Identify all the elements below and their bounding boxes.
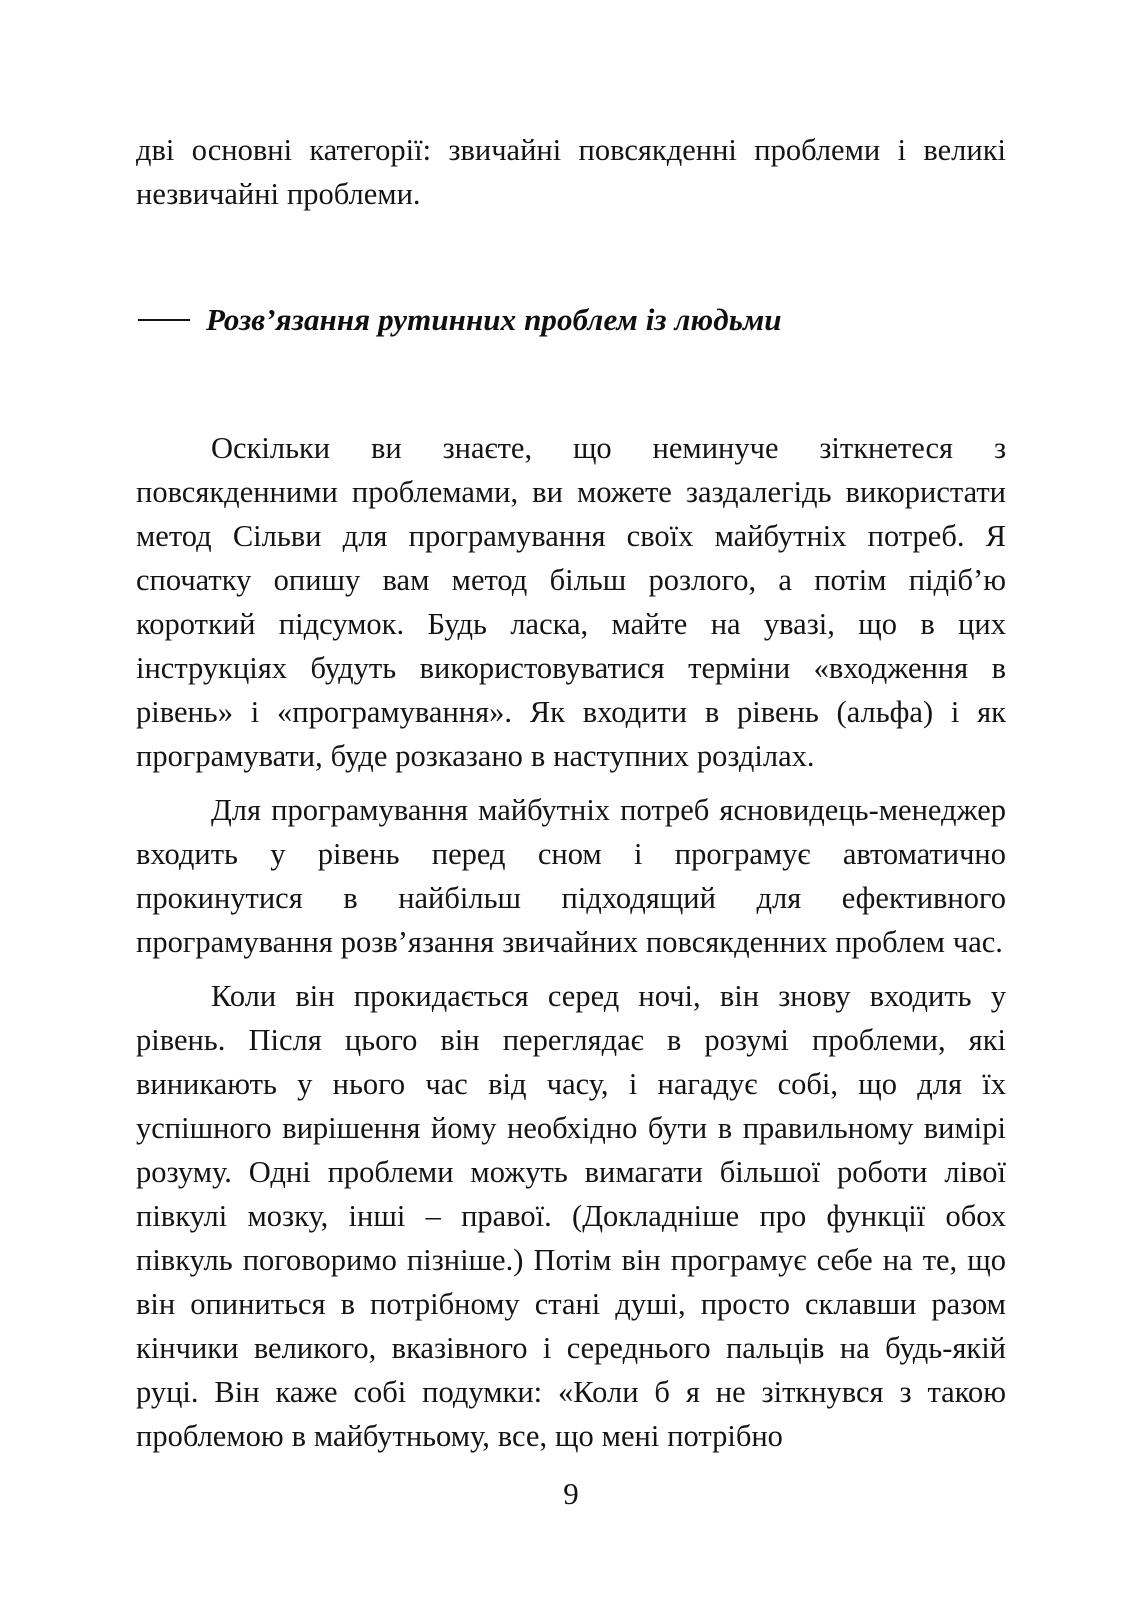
section-heading — [136, 300, 1006, 340]
paragraph-1: Оскільки ви знаєте, що неминуче зіткнетеся з повсякденними проблемами, ви можете заздалегідь використати метод Сільви для програмування своїх майбутніх потреб. Я спочатку опишу вам метод більш розлого, а потім підіб’ю короткий підсумок. Будь ласка, майте на увазі, що в цих інструкціях будуть використовуватися терміни «входження в рівень» і «програмування». Як входити в рівень (альфа) і як програмувати, буде розказано в наступних розділах. — [136, 431, 1006, 773]
continuation-paragraph: дві основні категорії: звичайні повсякденні проблеми і великі незвичайні проблеми. — [136, 133, 1006, 211]
section-heading-title: Розв’язання рутинних проблем із людьми — [206, 302, 782, 337]
paragraph-3: Коли він прокидається серед ночі, він знову входить у рівень. Після цього він переглядає в розумі проблеми, які виникають у нього час від часу, і нагадує собі, що для їх успішного вирішення йому необхідно бути в правильному вимірі розуму. Одні проблеми можуть вимагати більшої роботи лівої півкулі мозку, інші – правої. (Докладніше про функції обох півкуль поговоримо пізніше.) Потім він програмує себе на те, що він опиниться в потрібному стані душі, просто склавши разом кінчики великого, вказівного і середнього пальців на будь-якій руці. Він каже собі подумки: «Коли б я не зіткнувся з такою проблемою в майбутньому, все, що мені потрібно — [136, 979, 1006, 1453]
heading-spacer — [136, 340, 1006, 426]
page-number: 9 — [563, 1476, 579, 1511]
paragraph-2: Для програмування майбутніх потреб ясновидець-менеджер входить у рівень перед сном і програмує автоматично прокинутися в найбільш підходящий для ефективного програмування розв’язання звичайних повсякденних проблем час. — [136, 793, 1006, 959]
page-content — [136, 128, 1006, 1458]
em-dash-rule-icon — [138, 319, 190, 321]
paragraph-spacer-1 — [136, 778, 1006, 788]
paragraph-spacer-2 — [136, 964, 1006, 974]
